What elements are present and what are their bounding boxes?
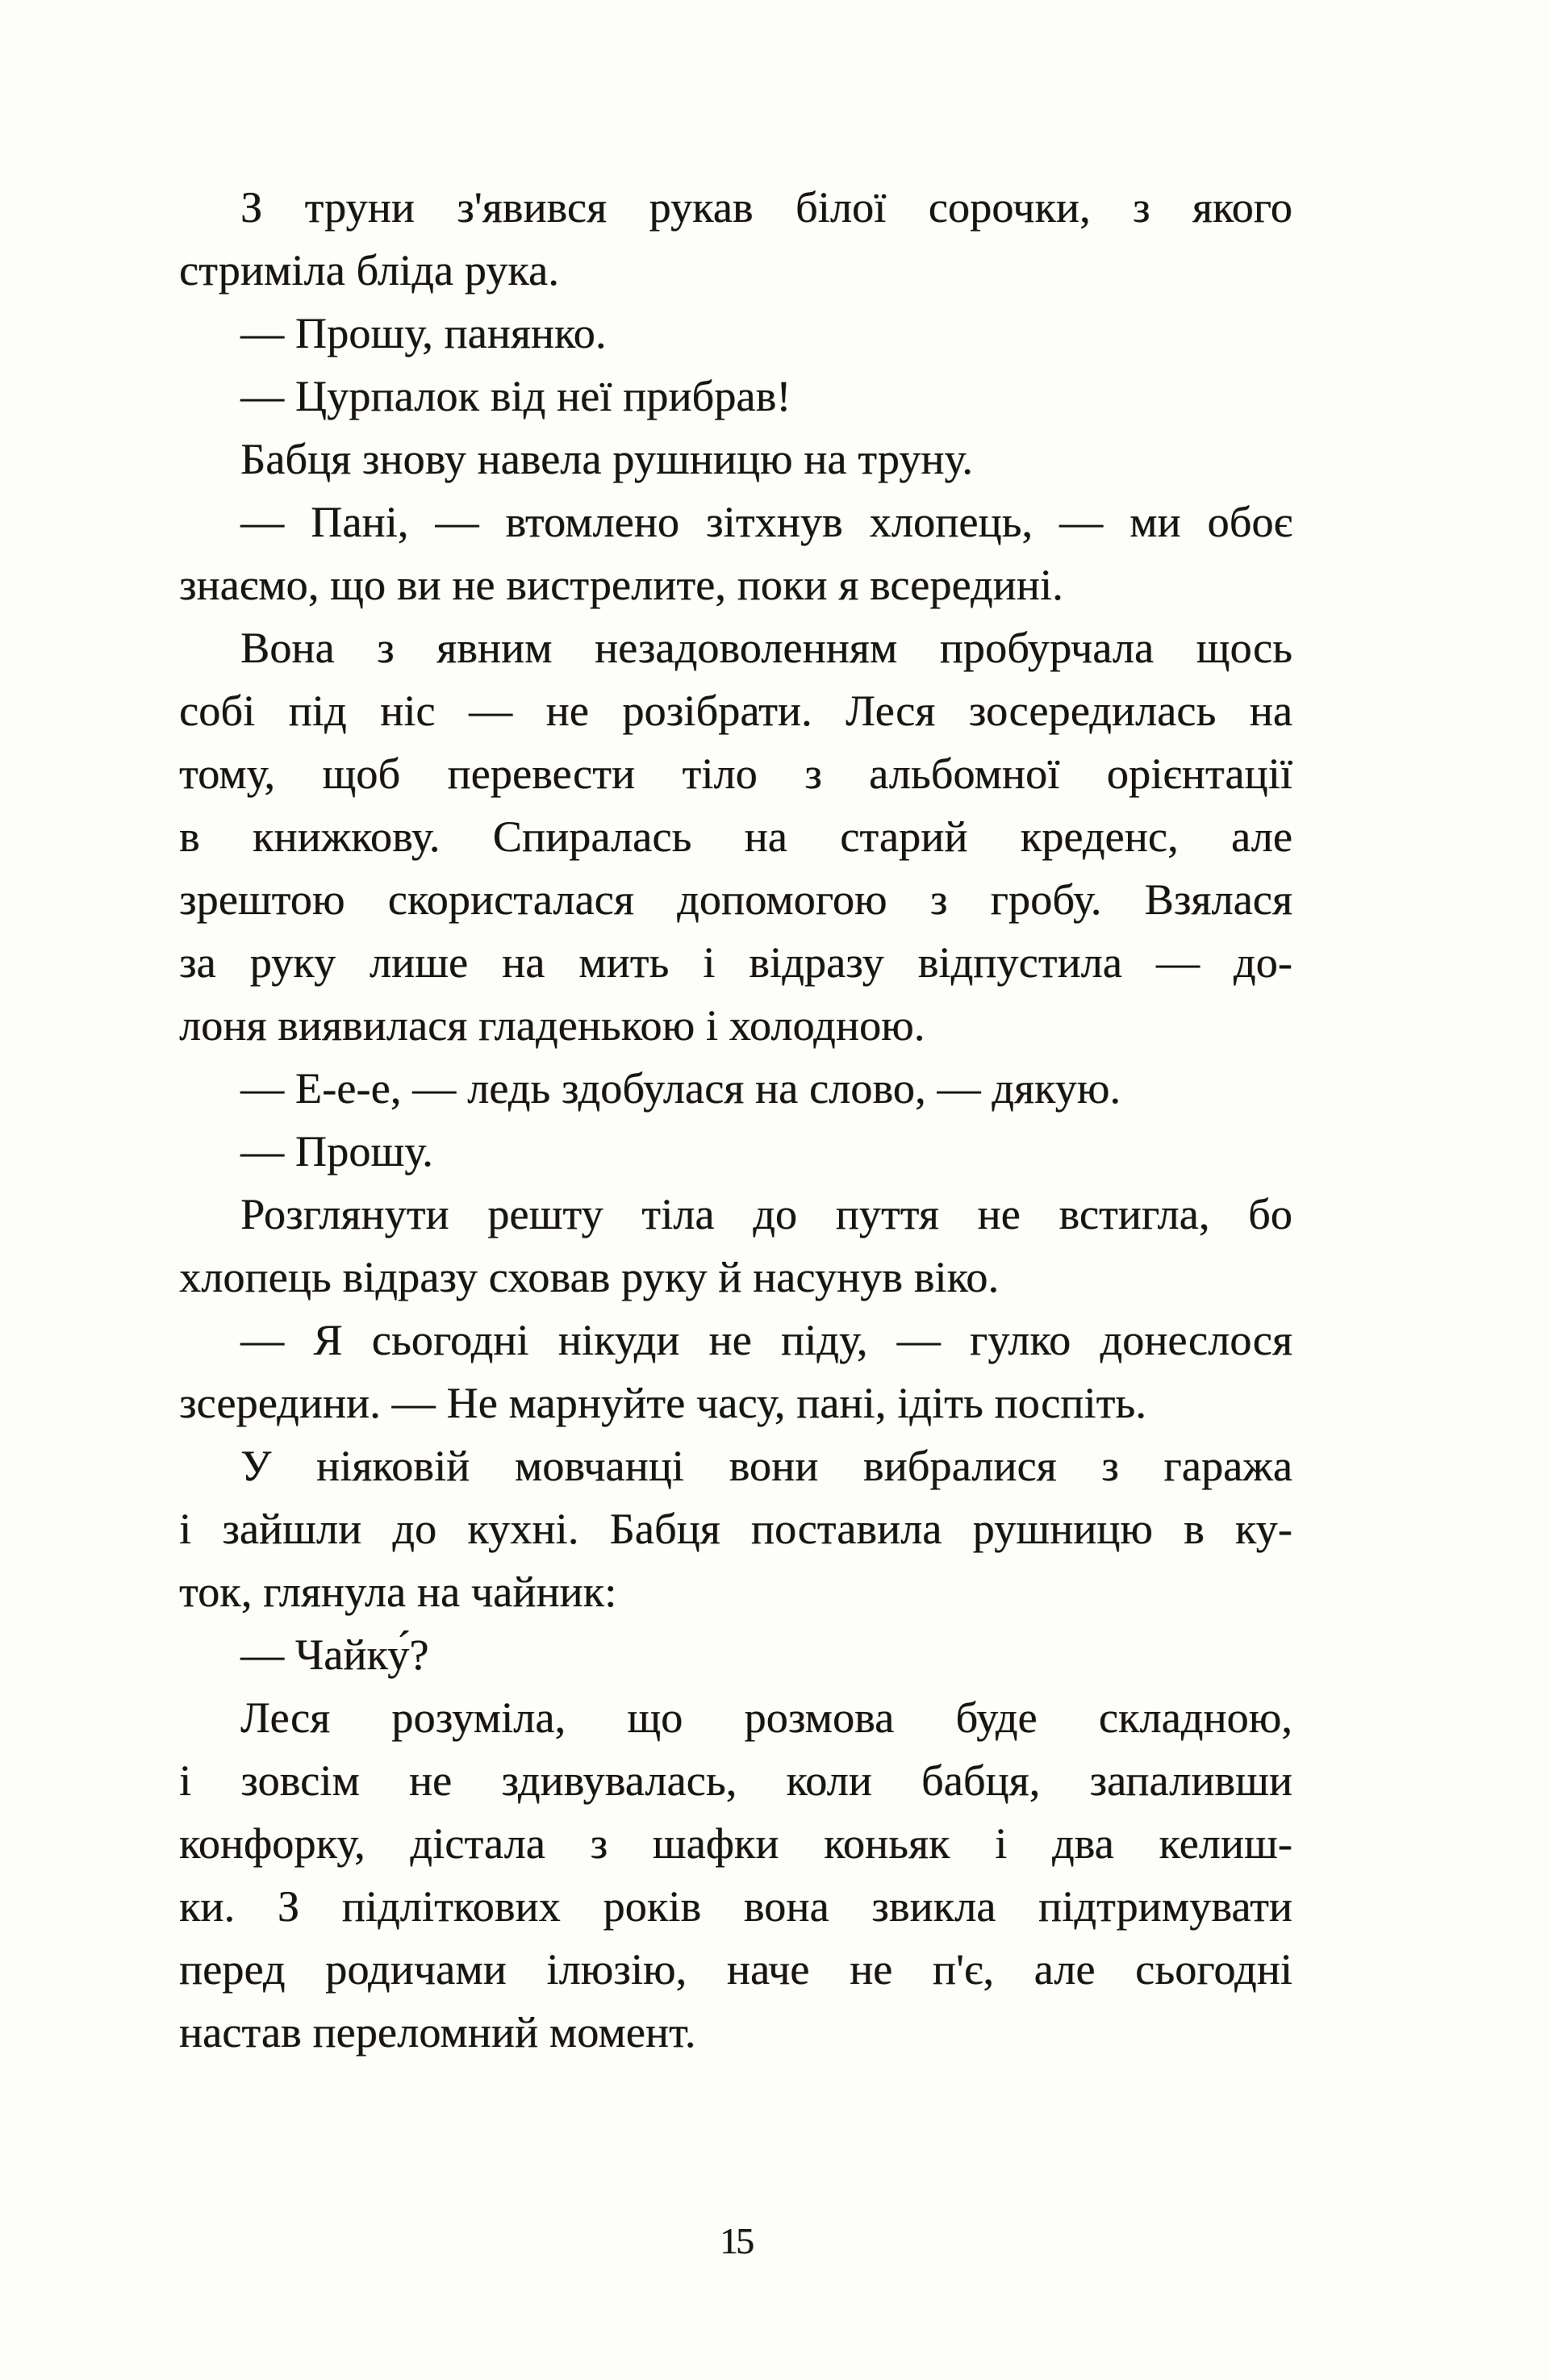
- text-line: Леся розуміла, що розмова буде складною,: [240, 1693, 1292, 1742]
- text-line: зрештою скористалася допомогою з гробу. Взялася: [179, 875, 1292, 924]
- text-line: — Пані, — втомлено зітхнув хлопець, — ми обоє: [240, 498, 1292, 546]
- text-line: стриміла бліда рука.: [179, 246, 559, 294]
- page-text: [179, 176, 1292, 2064]
- text-line: Розглянути решту тіла до пуття не встигла, бо: [240, 1190, 1292, 1238]
- text-line: Вона з явним незадоволенням пробурчала щось: [240, 624, 1292, 672]
- text-line: — Цурпалок від неї прибрав!: [240, 372, 791, 420]
- text-line: Бабця знову навела рушницю на труну.: [240, 435, 974, 483]
- text-line: лоня виявилася гладенькою і холодною.: [179, 1001, 925, 1050]
- text-line: ток, глянула на чайник:: [179, 1568, 617, 1616]
- text-line: настав переломний момент.: [179, 2008, 696, 2056]
- text-line: і зовсім не здивувалась, коли бабця, запаливши: [179, 1756, 1292, 1805]
- text-line: конфорку, дістала з шафки коньяк і два келиш-: [179, 1819, 1292, 1868]
- text-line: З труни з'явився рукав білої сорочки, з якого: [240, 183, 1292, 232]
- text-line: зсередини. — Не марнуйте часу, пані, ідіть поспіть.: [179, 1379, 1146, 1427]
- text-line: перед родичами ілюзію, наче не п'є, але сьогодні: [179, 1945, 1292, 1994]
- text-line: тому, щоб перевести тіло з альбомної орієнтації: [179, 749, 1292, 798]
- text-line: в книжкову. Спиралась на старий креденс, але: [179, 812, 1292, 861]
- page-number: 15: [720, 2220, 752, 2261]
- text-line: собі під ніс — не розібрати. Леся зосередилась на: [179, 687, 1292, 735]
- text-line: знаємо, що ви не вистрелите, поки я всередині.: [179, 561, 1063, 609]
- text-line: У ніяковій мовчанці вони вибралися з гаража: [240, 1442, 1292, 1490]
- text-line: — Прошу.: [240, 1127, 433, 1175]
- text-line: за руку лише на мить і відразу відпустила — до-: [179, 938, 1292, 987]
- text-line: ки. З підліткових років вона звикла підтримувати: [179, 1882, 1292, 1931]
- text-line: — Чайку́?: [240, 1631, 429, 1679]
- text-line: — Прошу, панянко.: [240, 309, 607, 357]
- text-line: і зайшли до кухні. Бабця поставила рушницю в ку-: [179, 1505, 1292, 1553]
- text-line: хлопець відразу сховав руку й насунув віко.: [179, 1253, 1000, 1301]
- text-line: — Е-е-е, — ледь здобулася на слово, — дякую.: [240, 1064, 1121, 1113]
- text-line: — Я сьогодні нікуди не піду, — гулко донеслося: [240, 1316, 1292, 1364]
